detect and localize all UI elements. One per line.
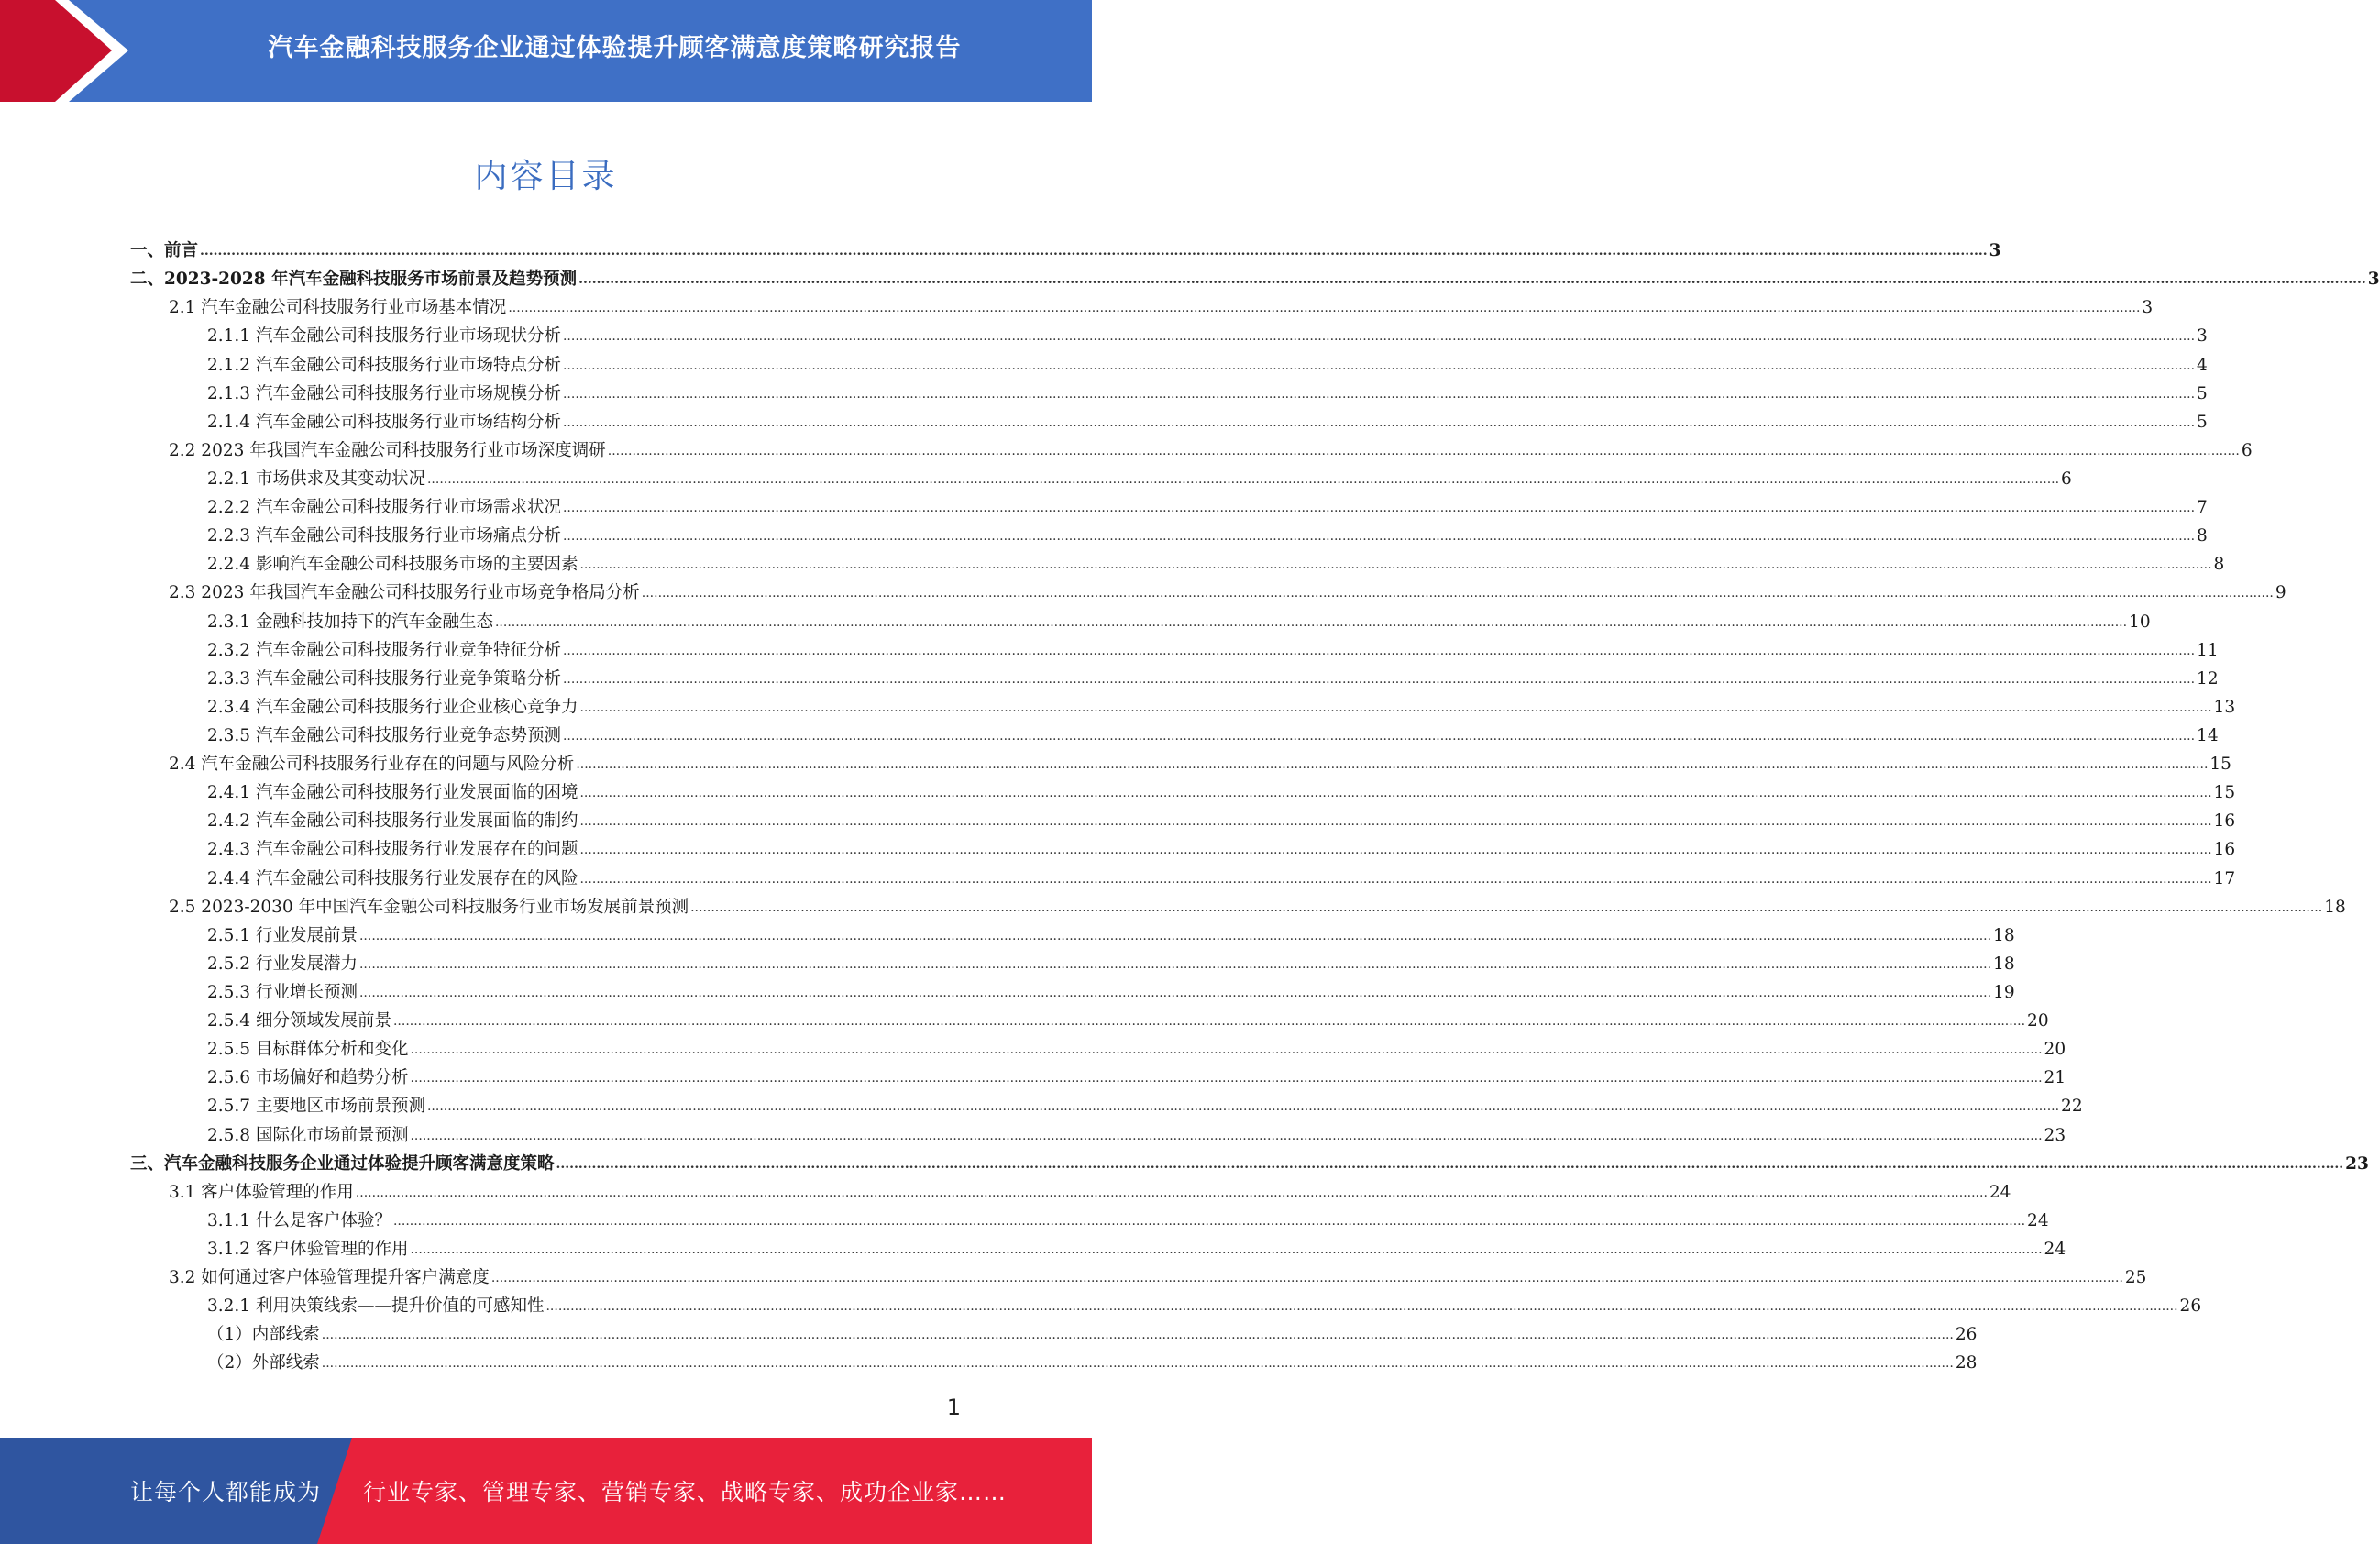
toc-leader-dots: ................................................................................................................................................................................................................................................................................................................................................................................................................ [410,1241,2043,1257]
toc-entry-page: 17 [2213,868,2236,888]
toc-entry-title: 3.2 如何通过客户体验管理提升客户满意度 [169,1268,490,1288]
toc-entry[interactable] [130,946,2015,975]
toc-entry-title: 2.2.3 汽车金融公司科技服务行业市场痛点分析 [207,526,561,546]
toc-leader-dots: ................................................................................................................................................................................................................................................................................................................................................................................................................ [490,1271,2123,1286]
toc-leader-dots: ................................................................................................................................................................................................................................................................................................................................................................................................................ [690,899,2323,915]
toc-entry-title: 2.5 2023-2030 年中国汽车金融公司科技服务行业市场发展前景预测 [169,897,689,917]
toc-entry-page: 23 [2345,1153,2369,1174]
toc-entry-title: 2.5.1 行业发展前景 [207,925,358,945]
toc-leader-dots: ................................................................................................................................................................................................................................................................................................................................................................................................................ [641,586,2274,601]
toc-entry-page: 26 [1955,1325,1978,1345]
toc-entry[interactable] [130,633,2219,661]
toc-entry[interactable] [130,860,2236,888]
toc-entry[interactable] [130,603,2151,632]
page-header [0,0,1092,102]
toc-entry[interactable] [130,1117,2066,1145]
toc-leader-dots: ................................................................................................................................................................................................................................................................................................................................................................................................................ [607,443,2240,458]
toc-entry[interactable] [130,718,2219,746]
toc-entry[interactable] [130,832,2236,860]
toc-leader-dots: ................................................................................................................................................................................................................................................................................................................................................................................................................ [562,414,2196,430]
toc-title: 内容目录 [474,158,618,195]
toc-leader-dots: ................................................................................................................................................................................................................................................................................................................................................................................................................ [410,1042,2043,1058]
page-number: 1 [946,1395,961,1420]
toc-entry-page: 22 [2061,1097,2083,1117]
toc-leader-dots: ................................................................................................................................................................................................................................................................................................................................................................................................................ [426,1099,2060,1115]
toc-entry-title: 2.4 汽车金融公司科技服务行业存在的问题与风险分析 [169,755,575,775]
toc-entry-title: 2.4.3 汽车金融公司科技服务行业发展存在的问题 [207,840,578,860]
toc-entry[interactable] [130,803,2236,832]
toc-leader-dots: ................................................................................................................................................................................................................................................................................................................................................................................................................ [358,928,1992,943]
toc-entry[interactable] [130,1088,2083,1117]
toc-entry-title: 2.5.8 国际化市场前景预测 [207,1125,409,1145]
toc-entry-title: 3.1.1 什么是客户体验？ [207,1210,391,1230]
toc-entry[interactable] [130,433,2253,461]
toc-entry-page: 8 [2197,526,2208,546]
toc-leader-dots: ................................................................................................................................................................................................................................................................................................................................................................................................................ [579,700,2212,715]
toc-entry-title: 2.5.7 主要地区市场前景预测 [207,1097,425,1117]
toc-entry-title: 2.2 2023 年我国汽车金融公司科技服务行业市场深度调研 [169,440,606,460]
toc-leader-dots: ................................................................................................................................................................................................................................................................................................................................................................................................................ [562,728,2196,744]
toc-entry[interactable] [130,1175,2011,1203]
toc-entry[interactable] [130,889,2346,918]
toc-entry-page: 8 [2213,555,2225,575]
toc-leader-dots: ................................................................................................................................................................................................................................................................................................................................................................................................................ [562,329,2196,345]
toc-entry-page: 4 [2197,355,2208,375]
toc-entry-page: 3 [2142,298,2154,318]
table-of-contents [130,233,2380,1373]
toc-entry-page: 6 [2061,469,2072,489]
toc-entry-page: 3 [2367,270,2380,290]
toc-entry-page: 24 [1989,1182,2011,1202]
toc-entry-page: 16 [2213,811,2236,832]
toc-entry[interactable] [130,347,2208,375]
toc-leader-dots: ................................................................................................................................................................................................................................................................................................................................................................................................................ [494,614,2128,630]
toc-leader-dots: ................................................................................................................................................................................................................................................................................................................................................................................................................ [321,1356,1954,1372]
toc-entry-title: 3.2.1 利用决策线索——提升价值的可感知性 [207,1296,545,1317]
toc-leader-dots: ................................................................................................................................................................................................................................................................................................................................................................................................................ [579,557,2212,573]
toc-entry-page: 20 [2044,1040,2066,1060]
toc-entry[interactable] [130,233,2001,261]
toc-entry-title: 2.3 2023 年我国汽车金融公司科技服务行业市场竞争格局分析 [169,583,640,603]
toc-entry-page: 15 [2209,755,2231,775]
toc-entry[interactable] [130,1345,1978,1373]
toc-entry-title: 2.1.4 汽车金融公司科技服务行业市场结构分析 [207,412,561,432]
toc-leader-dots: ................................................................................................................................................................................................................................................................................................................................................................................................................ [562,529,2196,545]
toc-entry-title: （2）外部线索 [207,1353,320,1373]
toc-entry-title: 2.5.3 行业增长预测 [207,982,358,1002]
toc-leader-dots: ................................................................................................................................................................................................................................................................................................................................................................................................................ [579,871,2212,887]
toc-leader-dots: ................................................................................................................................................................................................................................................................................................................................................................................................................ [410,1128,2043,1143]
toc-entry-title: 2.1.2 汽车金融公司科技服务行业市场特点分析 [207,355,561,375]
toc-leader-dots: ................................................................................................................................................................................................................................................................................................................................................................................................................ [579,843,2212,858]
toc-entry-title: 2.2.4 影响汽车金融公司科技服务市场的主要因素 [207,555,578,575]
toc-entry[interactable] [130,461,2072,490]
toc-leader-dots: ................................................................................................................................................................................................................................................................................................................................................................................................................ [579,786,2212,801]
footer-slogan-left: 让每个人都能成为 [130,1479,322,1505]
toc-leader-dots: ................................................................................................................................................................................................................................................................................................................................................................................................................ [562,386,2196,402]
toc-entry-page: 13 [2213,697,2236,717]
header-arrow-icon [0,0,147,102]
toc-entry-page: 3 [2197,326,2208,347]
toc-entry-title: 2.4.2 汽车金融公司科技服务行业发展面临的制约 [207,811,578,832]
toc-entry[interactable] [130,1288,2202,1317]
toc-entry-page: 5 [2197,412,2208,432]
toc-entry-title: 2.3.5 汽车金融公司科技服务行业竞争态势预测 [207,725,561,745]
toc-entry[interactable] [130,546,2225,575]
toc-leader-dots: ................................................................................................................................................................................................................................................................................................................................................................................................................ [321,1328,1954,1343]
toc-entry-page: 10 [2129,612,2151,632]
toc-entry-title: 2.5.4 细分领域发展前景 [207,1011,391,1031]
toc-leader-dots: ................................................................................................................................................................................................................................................................................................................................................................................................................ [562,358,2196,373]
footer-slogan-right: 行业专家、管理专家、营销专家、战略专家、成功企业家…… [363,1479,1008,1505]
toc-entry-title: 2.3.2 汽车金融公司科技服务行业竞争特征分析 [207,640,561,660]
toc-entry[interactable] [130,1260,2147,1288]
toc-entry-title: 2.3.4 汽车金融公司科技服务行业企业核心竞争力 [207,697,578,717]
toc-entry-page: 19 [1993,982,2015,1002]
toc-entry-title: 2.1 汽车金融公司科技服务行业市场基本情况 [169,298,507,318]
toc-entry[interactable] [130,376,2208,404]
toc-entry[interactable] [130,689,2236,718]
toc-entry-page: 11 [2197,640,2219,660]
toc-leader-dots: ................................................................................................................................................................................................................................................................................................................................................................................................................ [426,471,2060,487]
toc-entry[interactable] [130,1003,2049,1031]
toc-entry[interactable] [130,518,2208,546]
toc-entry[interactable] [130,975,2015,1003]
toc-entry-page: 5 [2197,383,2208,403]
toc-entry-title: 2.1.1 汽车金融公司科技服务行业市场现状分析 [207,326,561,347]
toc-entry[interactable] [130,1146,2369,1175]
toc-entry-page: 14 [2197,725,2219,745]
toc-entry[interactable] [130,1031,2066,1060]
toc-leader-dots: ................................................................................................................................................................................................................................................................................................................................................................................................................ [579,814,2212,830]
toc-entry[interactable] [130,1317,1978,1345]
toc-leader-dots: ................................................................................................................................................................................................................................................................................................................................................................................................................ [562,501,2196,516]
toc-entry-page: 28 [1955,1353,1978,1373]
toc-entry-page: 25 [2124,1268,2147,1288]
toc-entry[interactable] [130,1231,2066,1260]
toc-entry-title: 2.3.1 金融科技加持下的汽车金融生态 [207,612,493,632]
toc-entry-page: 6 [2241,440,2253,460]
toc-entry-title: 2.5.5 目标群体分析和变化 [207,1040,409,1060]
toc-leader-dots: ................................................................................................................................................................................................................................................................................................................................................................................................................ [556,1156,2344,1172]
toc-entry-title: 3.1 客户体验管理的作用 [169,1182,354,1202]
toc-leader-dots: ................................................................................................................................................................................................................................................................................................................................................................................................................ [358,985,1992,1000]
toc-leader-dots: ................................................................................................................................................................................................................................................................................................................................................................................................................ [508,301,2141,316]
toc-leader-dots: ................................................................................................................................................................................................................................................................................................................................................................................................................ [358,956,1992,972]
toc-entry-title: 3.1.2 客户体验管理的作用 [207,1239,409,1259]
toc-entry[interactable] [130,261,2380,290]
toc-entry-page: 24 [2027,1210,2049,1230]
toc-entry-page: 21 [2044,1068,2066,1088]
toc-entry[interactable] [130,575,2286,603]
toc-entry-page: 7 [2197,498,2208,518]
toc-leader-dots: ................................................................................................................................................................................................................................................................................................................................................................................................................ [562,643,2196,658]
toc-entry-page: 20 [2027,1011,2049,1031]
toc-entry-title: 二、2023-2028 年汽车金融科技服务市场前景及趋势预测 [130,270,578,290]
toc-entry-page: 16 [2213,840,2236,860]
toc-entry-page: 15 [2213,783,2236,803]
toc-leader-dots: ................................................................................................................................................................................................................................................................................................................................................................................................................ [355,1185,1988,1200]
toc-leader-dots: ................................................................................................................................................................................................................................................................................................................................................................................................................ [200,244,1988,259]
toc-entry[interactable] [130,490,2208,518]
toc-entry-page: 26 [2179,1296,2202,1317]
toc-entry-page: 18 [1993,954,2015,974]
toc-entry-title: 2.1.3 汽车金融公司科技服务行业市场规模分析 [207,383,561,403]
header-title: 汽车金融科技服务企业通过体验提升顾客满意度策略研究报告 [268,34,962,62]
toc-entry[interactable] [130,775,2236,803]
toc-entry[interactable] [130,290,2154,318]
toc-entry[interactable] [130,661,2219,689]
toc-entry-page: 23 [2044,1125,2066,1145]
page-footer [0,1438,1092,1544]
toc-entry-page: 9 [2275,583,2286,603]
toc-leader-dots: ................................................................................................................................................................................................................................................................................................................................................................................................................ [410,1071,2043,1086]
toc-entry[interactable] [130,318,2208,347]
toc-entry-page: 18 [1993,925,2015,945]
toc-entry[interactable] [130,1060,2066,1088]
toc-leader-dots: ................................................................................................................................................................................................................................................................................................................................................................................................................ [392,1014,2026,1030]
toc-entry-page: 3 [1989,241,2001,261]
toc-leader-dots: ................................................................................................................................................................................................................................................................................................................................................................................................................ [562,671,2196,687]
toc-entry[interactable] [130,746,2231,775]
toc-leader-dots: ................................................................................................................................................................................................................................................................................................................................................................................................................ [392,1213,2026,1229]
toc-entry-title: 2.4.4 汽车金融公司科技服务行业发展存在的风险 [207,868,578,888]
toc-entry-title: 2.2.1 市场供求及其变动状况 [207,469,425,489]
toc-entry-title: 2.5.2 行业发展潜力 [207,954,358,974]
toc-leader-dots: ................................................................................................................................................................................................................................................................................................................................................................................................................ [545,1299,2178,1315]
toc-entry-title: 三、汽车金融科技服务企业通过体验提升顾客满意度策略 [130,1153,555,1174]
toc-entry[interactable] [130,918,2015,946]
toc-entry-page: 24 [2044,1239,2066,1259]
toc-entry[interactable] [130,1203,2049,1231]
toc-entry-title: 2.3.3 汽车金融公司科技服务行业竞争策略分析 [207,668,561,689]
toc-entry-title: 2.4.1 汽车金融公司科技服务行业发展面临的困境 [207,783,578,803]
toc-entry-title: 2.5.6 市场偏好和趋势分析 [207,1068,409,1088]
toc-entry-page: 12 [2197,668,2219,689]
toc-entry-title: 2.2.2 汽车金融公司科技服务行业市场需求状况 [207,498,561,518]
toc-leader-dots: ................................................................................................................................................................................................................................................................................................................................................................................................................ [578,272,2366,288]
toc-entry-page: 18 [2324,897,2346,917]
toc-entry[interactable] [130,404,2208,433]
toc-leader-dots: ................................................................................................................................................................................................................................................................................................................................................................................................................ [576,757,2209,773]
toc-entry-title: 一、前言 [130,241,199,261]
toc-entry-title: （1）内部线索 [207,1325,320,1345]
